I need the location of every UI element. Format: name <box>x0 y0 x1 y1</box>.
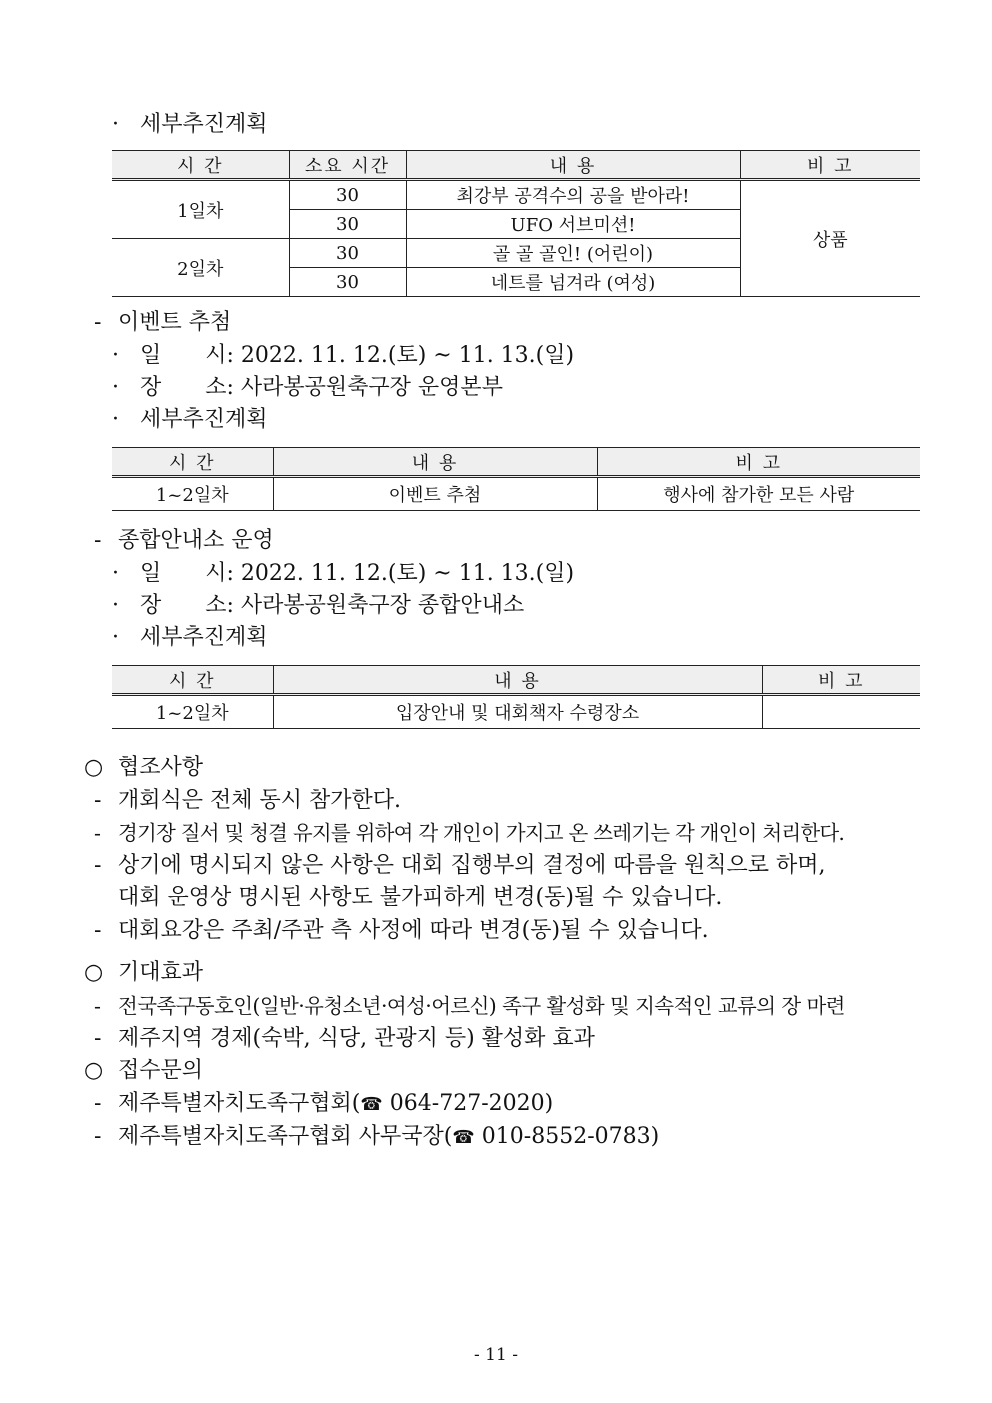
duration-cell: 30 <box>289 180 406 210</box>
contact-item: - 제주특별자치도족구협회(☎ 064-727-2020) <box>94 1091 554 1116</box>
list-item: - 전국족구동호인(일반·유청소년·여성·어르신) 족구 활성화 및 지속적인 교류의 장 마련 <box>94 994 845 1018</box>
list-item: - 대회요강은 주최/주관 측 사정에 따라 변경(동)될 수 있습니다. <box>94 918 709 943</box>
list-item-continuation: 대회 운영상 명시된 사항도 불가피하게 변경(동)될 수 있습니다. <box>118 885 723 910</box>
list-item: - 제주지역 경제(숙박, 식당, 관광지 등) 활성화 효과 <box>94 1026 595 1051</box>
header-content: 내 용 <box>273 448 597 477</box>
duration-cell: 30 <box>289 239 406 268</box>
duration-cell: 30 <box>289 268 406 297</box>
content-cell: 입장안내 및 대회책자 수령장소 <box>273 695 762 729</box>
table-header-row <box>112 151 920 180</box>
table-header-row <box>112 666 920 695</box>
cooperation-heading: ○ 협조사항 <box>84 753 203 783</box>
effects-heading: ○ 기대효과 <box>84 958 203 988</box>
info-date: · 일 시: 2022. 11. 12.(토) ~ 11. 13.(일) <box>112 561 575 586</box>
duration-cell: 30 <box>289 210 406 239</box>
time-cell: 1~2일차 <box>112 695 273 729</box>
contact-heading: ○ 접수문의 <box>84 1056 203 1086</box>
header-note: 비 고 <box>597 448 920 477</box>
phone-icon: ☎ <box>360 1094 383 1115</box>
bullet-dot: · <box>112 112 119 137</box>
schedule-table-2 <box>112 447 920 511</box>
header-duration: 소요 시간 <box>289 151 406 180</box>
header-content: 내 용 <box>273 666 762 695</box>
section-title-event: - 이벤트 추첨 <box>94 310 232 335</box>
list-item: - 개회식은 전체 동시 참가한다. <box>94 788 401 813</box>
header-note: 비 고 <box>762 666 920 695</box>
phone-icon: ☎ <box>452 1127 475 1148</box>
plan-heading-2: · 세부추진계획 <box>112 407 268 432</box>
plan-heading-3: · 세부추진계획 <box>112 625 268 650</box>
day-cell: 1일차 <box>112 180 289 239</box>
schedule-table-1 <box>112 150 920 297</box>
note-cell: 상품 <box>740 180 920 297</box>
content-cell: 이벤트 추첨 <box>273 477 597 511</box>
time-cell: 1~2일차 <box>112 477 273 511</box>
section-title-info-desk: - 종합안내소 운영 <box>94 528 274 553</box>
content-cell: 골 골 골인! (어린이) <box>406 239 740 268</box>
table-row <box>112 695 920 729</box>
table-row <box>112 477 920 511</box>
list-item: - 경기장 질서 및 청결 유지를 위하여 각 개인이 가지고 온 쓰레기는 각 개인이 처리한다. <box>94 821 845 845</box>
table-header-row <box>112 448 920 477</box>
content-cell: UFO 서브미션! <box>406 210 740 239</box>
header-time: 시 간 <box>112 666 273 695</box>
contact-item: - 제주특별자치도족구협회 사무국장(☎ 010-8552-0783) <box>94 1124 660 1149</box>
header-time: 시 간 <box>112 448 273 477</box>
header-note: 비 고 <box>740 151 920 180</box>
header-time: 시 간 <box>112 151 289 180</box>
day-cell: 2일차 <box>112 239 289 297</box>
info-place: · 장 소: 사라봉공원축구장 종합안내소 <box>112 593 525 618</box>
table-row <box>112 180 920 210</box>
content-cell: 최강부 공격수의 공을 받아라! <box>406 180 740 210</box>
list-item: - 상기에 명시되지 않은 사항은 대회 집행부의 결정에 따름을 원칙으로 하며, <box>94 853 826 878</box>
schedule-table-3 <box>112 665 920 729</box>
note-cell <box>762 695 920 729</box>
circle-icon: ○ <box>84 755 104 780</box>
note-cell: 행사에 참가한 모든 사람 <box>597 477 920 511</box>
circle-icon: ○ <box>84 960 104 985</box>
content-cell: 네트를 넘겨라 (여성) <box>406 268 740 297</box>
plan-heading-1: · 세부추진계획 <box>112 110 268 140</box>
page-number: - 11 - <box>474 1345 518 1365</box>
circle-icon: ○ <box>84 1058 104 1083</box>
event-place: · 장 소: 사라봉공원축구장 운영본부 <box>112 375 503 400</box>
event-date: · 일 시: 2022. 11. 12.(토) ~ 11. 13.(일) <box>112 343 575 368</box>
header-content: 내 용 <box>406 151 740 180</box>
